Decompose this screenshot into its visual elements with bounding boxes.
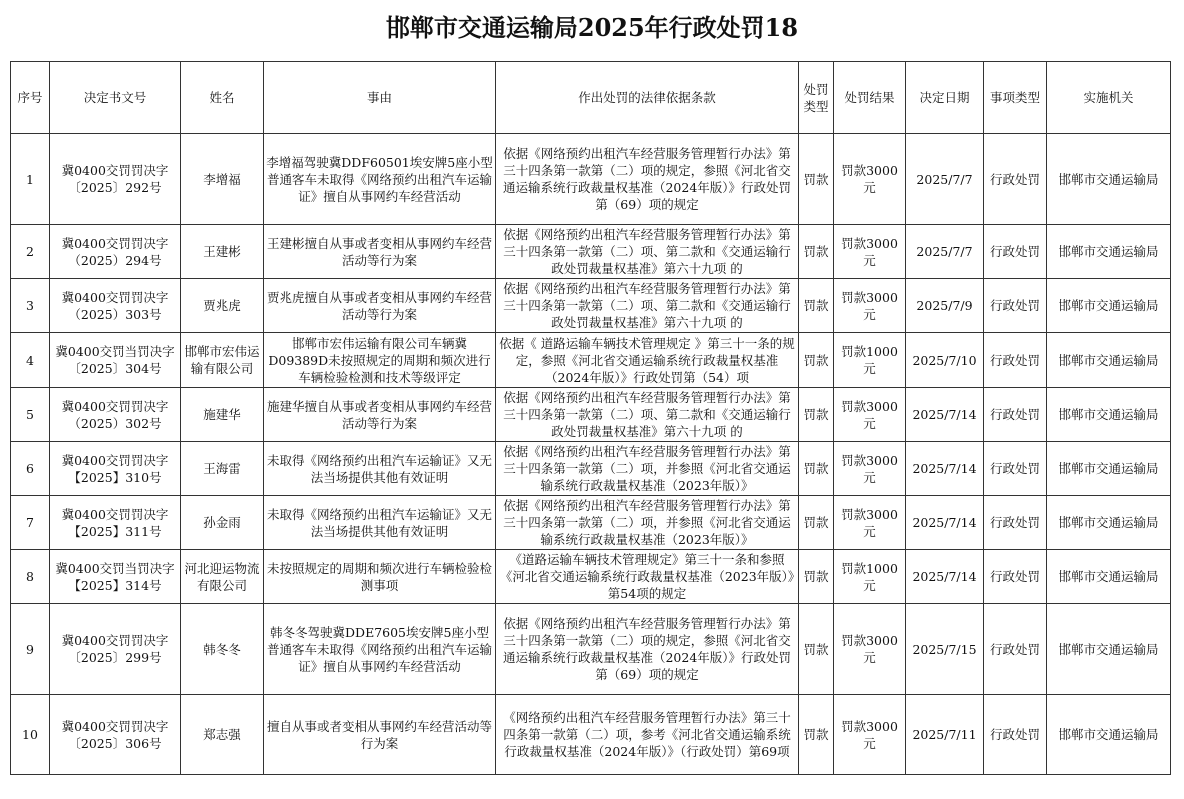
cell-decision-date: 2025/7/14 xyxy=(906,496,984,550)
header-name: 姓名 xyxy=(181,62,264,134)
cell-agency: 邯郸市交通运输局 xyxy=(1047,279,1171,333)
cell-agency: 邯郸市交通运输局 xyxy=(1047,496,1171,550)
cell-name: 邯郸市宏伟运输有限公司 xyxy=(181,333,264,388)
table-row xyxy=(11,388,1171,442)
cell-name: 王海雷 xyxy=(181,442,264,496)
cell-legal-basis: 依据《网络预约出租汽车经营服务管理暂行办法》第三十四条第一款第（二）项的规定，参照《河北省交通运输系统行政裁量权基准（2024年版）》行政处罚第（69）项的规定 xyxy=(496,134,799,225)
cell-name: 孙金雨 xyxy=(181,496,264,550)
cell-index: 10 xyxy=(11,695,50,775)
cell-legal-basis: 依据《网络预约出租汽车经营服务管理暂行办法》第三十四条第一款第（二）项、第二款和《交通运输行政处罚裁量权基准》第六十九项 的 xyxy=(496,225,799,279)
cell-name: 河北迎运物流有限公司 xyxy=(181,550,264,604)
table-header-row xyxy=(11,62,1171,134)
cell-doc-number: 冀0400交罚罚决字【2025】311号 xyxy=(50,496,181,550)
cell-name: 李增福 xyxy=(181,134,264,225)
cell-reason: 韩冬冬驾驶冀DDE7605埃安牌5座小型普通客车未取得《网络预约出租汽车运输证》擅自从事网约车经营活动 xyxy=(264,604,496,695)
cell-penalty-type: 罚款 xyxy=(799,225,834,279)
table-row xyxy=(11,333,1171,388)
cell-decision-date: 2025/7/7 xyxy=(906,134,984,225)
header-agency: 实施机关 xyxy=(1047,62,1171,134)
cell-index: 4 xyxy=(11,333,50,388)
header-decision-date: 决定日期 xyxy=(906,62,984,134)
cell-agency: 邯郸市交通运输局 xyxy=(1047,134,1171,225)
header-legal-basis: 作出处罚的法律依据条款 xyxy=(496,62,799,134)
cell-agency: 邯郸市交通运输局 xyxy=(1047,604,1171,695)
header-item-type: 事项类型 xyxy=(984,62,1047,134)
cell-reason: 李增福驾驶冀DDF60501埃安牌5座小型普通客车未取得《网络预约出租汽车运输证》擅自从事网约车经营活动 xyxy=(264,134,496,225)
cell-penalty-result: 罚款3000元 xyxy=(834,388,906,442)
cell-legal-basis: 《道路运输车辆技术管理规定》第三十一条和参照《河北省交通运输系统行政裁量权基准（2023年版）》第54项的规定 xyxy=(496,550,799,604)
cell-index: 9 xyxy=(11,604,50,695)
cell-agency: 邯郸市交通运输局 xyxy=(1047,695,1171,775)
cell-item-type: 行政处罚 xyxy=(984,496,1047,550)
header-penalty-type: 处罚类型 xyxy=(799,62,834,134)
cell-item-type: 行政处罚 xyxy=(984,333,1047,388)
cell-doc-number: 冀0400交罚罚决字〔2025〕292号 xyxy=(50,134,181,225)
cell-decision-date: 2025/7/14 xyxy=(906,550,984,604)
cell-index: 7 xyxy=(11,496,50,550)
cell-agency: 邯郸市交通运输局 xyxy=(1047,550,1171,604)
cell-index: 2 xyxy=(11,225,50,279)
cell-penalty-result: 罚款3000元 xyxy=(834,134,906,225)
cell-item-type: 行政处罚 xyxy=(984,442,1047,496)
table-row xyxy=(11,604,1171,695)
cell-legal-basis: 依据《网络预约出租汽车经营服务管理暂行办法》第三十四条第一款第（二）项，并参照《河北省交通运输系统行政裁量权基准（2023年版）》 xyxy=(496,442,799,496)
cell-penalty-result: 罚款1000元 xyxy=(834,333,906,388)
cell-doc-number: 冀0400交罚罚决字〔2025〕299号 xyxy=(50,604,181,695)
cell-decision-date: 2025/7/9 xyxy=(906,279,984,333)
cell-reason: 未取得《网络预约出租汽车运输证》又无法当场提供其他有效证明 xyxy=(264,442,496,496)
cell-doc-number: 冀0400交罚罚决字（2025）302号 xyxy=(50,388,181,442)
cell-reason: 贾兆虎擅自从事或者变相从事网约车经营活动等行为案 xyxy=(264,279,496,333)
cell-penalty-type: 罚款 xyxy=(799,604,834,695)
table-row xyxy=(11,695,1171,775)
cell-doc-number: 冀0400交罚罚决字【2025】310号 xyxy=(50,442,181,496)
cell-penalty-result: 罚款3000元 xyxy=(834,279,906,333)
table-row xyxy=(11,134,1171,225)
cell-name: 施建华 xyxy=(181,388,264,442)
cell-index: 3 xyxy=(11,279,50,333)
cell-doc-number: 冀0400交罚罚决字（2025）294号 xyxy=(50,225,181,279)
cell-index: 8 xyxy=(11,550,50,604)
cell-penalty-type: 罚款 xyxy=(799,496,834,550)
cell-doc-number: 冀0400交罚当罚决字【2025】314号 xyxy=(50,550,181,604)
cell-decision-date: 2025/7/7 xyxy=(906,225,984,279)
cell-reason: 施建华擅自从事或者变相从事网约车经营活动等行为案 xyxy=(264,388,496,442)
cell-doc-number: 冀0400交罚罚决字〔2025〕306号 xyxy=(50,695,181,775)
cell-penalty-result: 罚款3000元 xyxy=(834,496,906,550)
cell-legal-basis: 依据《网络预约出租汽车经营服务管理暂行办法》第三十四条第一款第（二）项，并参照《河北省交通运输系统行政裁量权基准（2023年版）》 xyxy=(496,496,799,550)
cell-penalty-type: 罚款 xyxy=(799,695,834,775)
cell-name: 韩冬冬 xyxy=(181,604,264,695)
cell-name: 王建彬 xyxy=(181,225,264,279)
cell-penalty-type: 罚款 xyxy=(799,279,834,333)
cell-reason: 王建彬擅自从事或者变相从事网约车经营活动等行为案 xyxy=(264,225,496,279)
cell-penalty-type: 罚款 xyxy=(799,134,834,225)
cell-index: 6 xyxy=(11,442,50,496)
cell-item-type: 行政处罚 xyxy=(984,279,1047,333)
header-reason: 事由 xyxy=(264,62,496,134)
cell-decision-date: 2025/7/11 xyxy=(906,695,984,775)
cell-penalty-type: 罚款 xyxy=(799,550,834,604)
cell-reason: 邯郸市宏伟运输有限公司车辆冀D09389D未按照规定的周期和频次进行车辆检验检测和技术等级评定 xyxy=(264,333,496,388)
cell-penalty-type: 罚款 xyxy=(799,333,834,388)
cell-item-type: 行政处罚 xyxy=(984,388,1047,442)
cell-agency: 邯郸市交通运输局 xyxy=(1047,442,1171,496)
header-doc-number: 决定书文号 xyxy=(50,62,181,134)
cell-decision-date: 2025/7/15 xyxy=(906,604,984,695)
cell-item-type: 行政处罚 xyxy=(984,550,1047,604)
table-row xyxy=(11,550,1171,604)
cell-index: 1 xyxy=(11,134,50,225)
cell-item-type: 行政处罚 xyxy=(984,604,1047,695)
table-row xyxy=(11,279,1171,333)
cell-penalty-type: 罚款 xyxy=(799,388,834,442)
table-row xyxy=(11,225,1171,279)
cell-agency: 邯郸市交通运输局 xyxy=(1047,225,1171,279)
cell-item-type: 行政处罚 xyxy=(984,695,1047,775)
penalty-table xyxy=(10,61,1171,775)
cell-legal-basis: 依据《 道路运输车辆技术管理规定 》第三十一条的规定，参照《河北省交通运输系统行政裁量权基准（2024年版）》行政处罚第（54）项 xyxy=(496,333,799,388)
cell-reason: 擅自从事或者变相从事网约车经营活动等行为案 xyxy=(264,695,496,775)
cell-agency: 邯郸市交通运输局 xyxy=(1047,333,1171,388)
cell-penalty-result: 罚款3000元 xyxy=(834,225,906,279)
cell-legal-basis: 《网络预约出租汽车经营服务管理暂行办法》第三十四条第一款第（二）项，参考《河北省交通运输系统行政裁量权基准（2024年版）》（行政处罚）第69项 xyxy=(496,695,799,775)
cell-item-type: 行政处罚 xyxy=(984,134,1047,225)
cell-penalty-result: 罚款1000元 xyxy=(834,550,906,604)
cell-index: 5 xyxy=(11,388,50,442)
cell-name: 郑志强 xyxy=(181,695,264,775)
cell-doc-number: 冀0400交罚当罚决字〔2025〕304号 xyxy=(50,333,181,388)
cell-legal-basis: 依据《网络预约出租汽车经营服务管理暂行办法》第三十四条第一款第（二）项的规定，参照《河北省交通运输系统行政裁量权基准（2024年版）》行政处罚第（69）项的规定 xyxy=(496,604,799,695)
cell-penalty-result: 罚款3000元 xyxy=(834,604,906,695)
table-row xyxy=(11,442,1171,496)
cell-decision-date: 2025/7/14 xyxy=(906,442,984,496)
cell-name: 贾兆虎 xyxy=(181,279,264,333)
cell-doc-number: 冀0400交罚罚决字（2025）303号 xyxy=(50,279,181,333)
cell-reason: 未取得《网络预约出租汽车运输证》又无法当场提供其他有效证明 xyxy=(264,496,496,550)
cell-penalty-result: 罚款3000元 xyxy=(834,442,906,496)
cell-decision-date: 2025/7/10 xyxy=(906,333,984,388)
cell-penalty-result: 罚款3000元 xyxy=(834,695,906,775)
table-row xyxy=(11,496,1171,550)
cell-reason: 未按照规定的周期和频次进行车辆检验检测事项 xyxy=(264,550,496,604)
cell-legal-basis: 依据《网络预约出租汽车经营服务管理暂行办法》第三十四条第一款第（二）项、第二款和《交通运输行政处罚裁量权基准》第六十九项 的 xyxy=(496,388,799,442)
cell-item-type: 行政处罚 xyxy=(984,225,1047,279)
cell-agency: 邯郸市交通运输局 xyxy=(1047,388,1171,442)
header-index: 序号 xyxy=(11,62,50,134)
cell-penalty-type: 罚款 xyxy=(799,442,834,496)
cell-decision-date: 2025/7/14 xyxy=(906,388,984,442)
header-penalty-result: 处罚结果 xyxy=(834,62,906,134)
cell-legal-basis: 依据《网络预约出租汽车经营服务管理暂行办法》第三十四条第一款第（二）项、第二款和《交通运输行政处罚裁量权基准》第六十九项 的 xyxy=(496,279,799,333)
page-title: 邯郸市交通运输局2025年行政处罚18 xyxy=(385,13,799,42)
